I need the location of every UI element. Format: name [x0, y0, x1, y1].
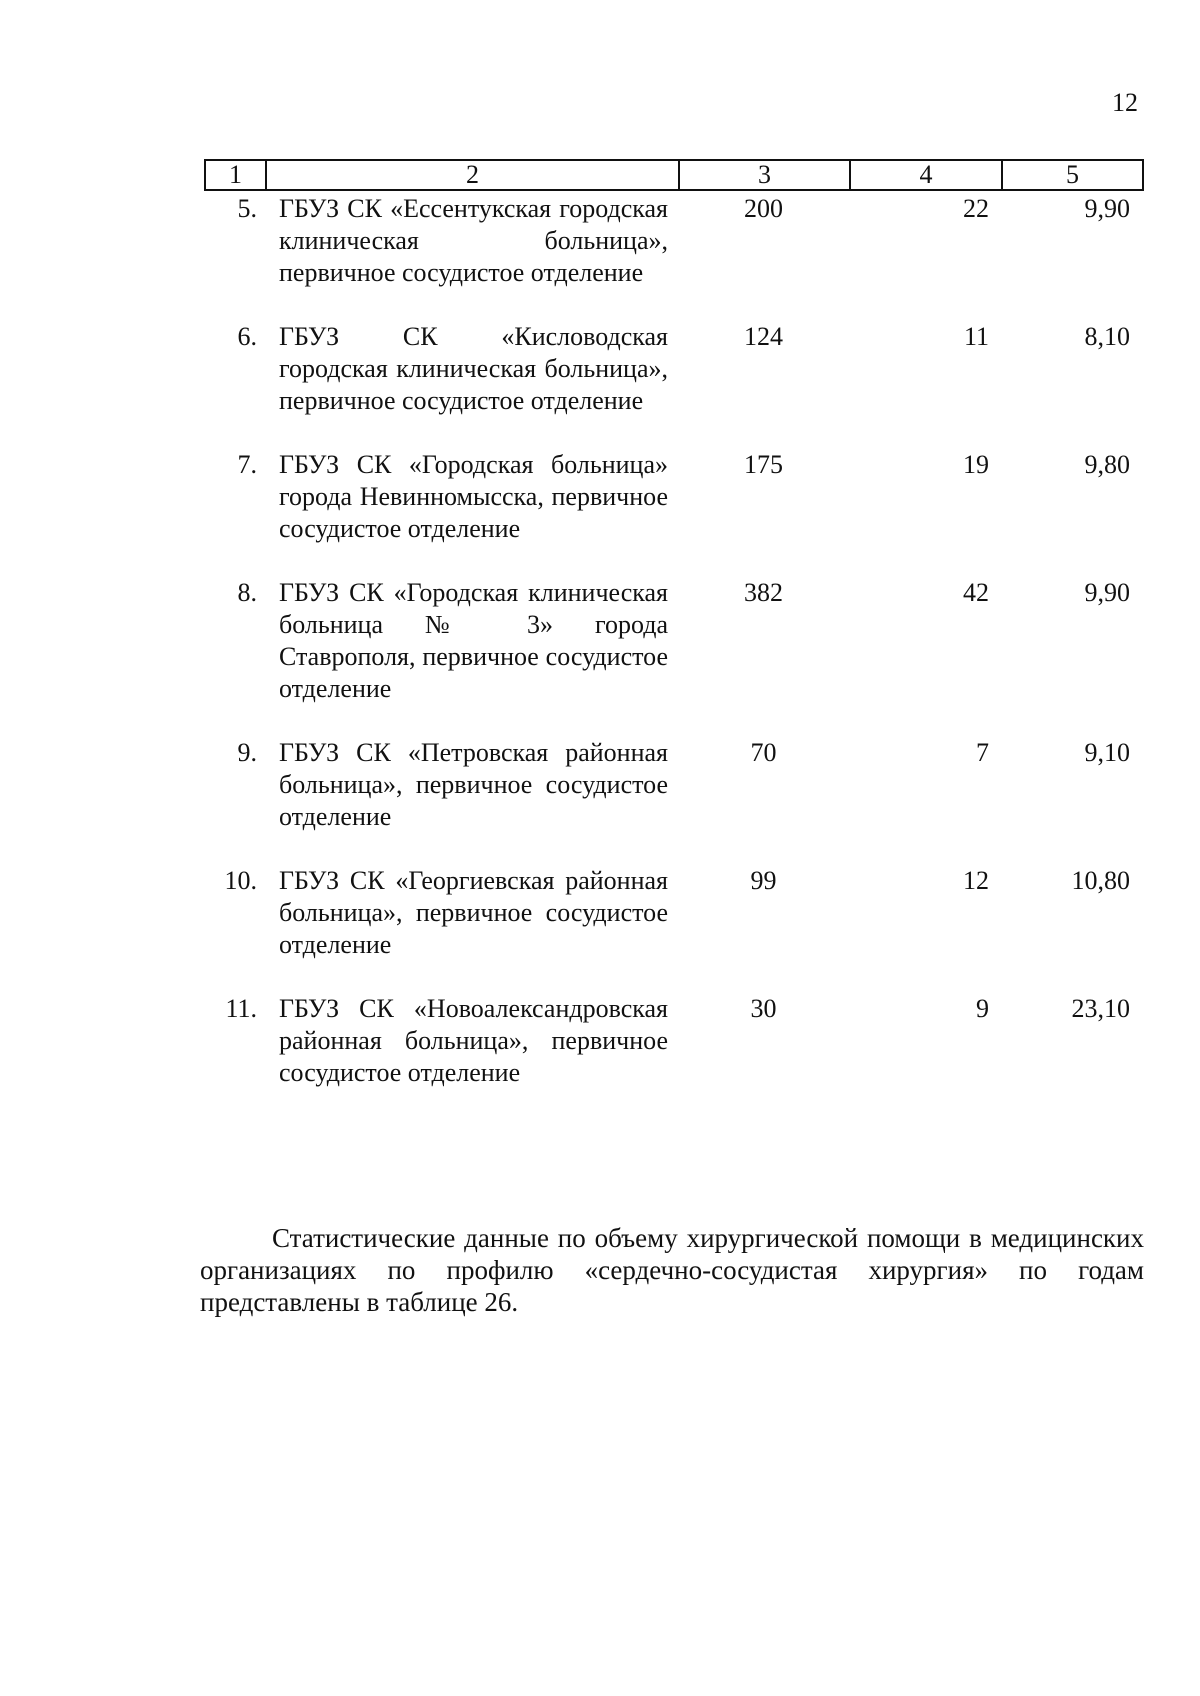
page-number: 12 — [1112, 88, 1138, 117]
header-cell-2: 2 — [267, 161, 680, 189]
column-3-value: 200 — [744, 194, 783, 223]
column-3-value: 175 — [744, 450, 783, 479]
column-3-value: 99 — [750, 866, 777, 895]
column-5-value: 9,80 — [1084, 450, 1130, 479]
column-3-value: 70 — [750, 738, 777, 767]
column-4-value: 9 — [976, 994, 989, 1023]
column-4-value: 19 — [963, 450, 989, 479]
row-number: 9. — [237, 738, 257, 767]
column-4-value: 22 — [963, 194, 989, 223]
organization-name: ГБУЗ СК «Новоалександровская районная больница», первичное сосудистое отделение — [279, 994, 668, 1087]
row-number: 6. — [237, 322, 257, 351]
column-5-value: 8,10 — [1084, 322, 1130, 351]
header-cell-3: 3 — [680, 161, 851, 189]
column-5-value: 23,10 — [1071, 994, 1130, 1023]
column-4-value: 42 — [963, 578, 989, 607]
row-number: 5. — [237, 194, 257, 223]
column-5-value: 9,90 — [1084, 578, 1130, 607]
column-4-value: 11 — [963, 322, 989, 351]
header-cell-1: 1 — [206, 161, 267, 189]
row-number: 11. — [225, 994, 257, 1023]
column-3-value: 382 — [744, 578, 783, 607]
organization-name: ГБУЗ СК «Ессентукская городская клиническая больница», первичное сосудистое отделение — [279, 194, 668, 287]
table-header — [204, 159, 1144, 191]
column-3-value: 124 — [744, 322, 783, 351]
column-5-value: 9,90 — [1084, 194, 1130, 223]
body-paragraph: Статистические данные по объему хирургической помощи в медицинских организациях по профилю «сердечно-сосудистая хирургия» по годам представлены в таблице 26. — [200, 1223, 1144, 1317]
column-4-value: 12 — [963, 866, 989, 895]
table-body — [204, 191, 1144, 1119]
row-number: 7. — [237, 450, 257, 479]
table-row — [204, 447, 1144, 545]
organization-name: ГБУЗ СК «Городская больница» города Невинномысска, первичное сосудистое отделение — [279, 450, 668, 543]
table-row — [204, 735, 1144, 833]
column-3-value: 30 — [750, 994, 777, 1023]
header-cell-5: 5 — [1066, 160, 1079, 189]
table-row — [204, 319, 1144, 417]
row-number: 8. — [237, 578, 257, 607]
organization-name: ГБУЗ СК «Петровская районная больница», первичное сосудистое отделение — [279, 738, 668, 831]
organization-name: ГБУЗ СК «Кисловодская городская клиническая больница», первичное сосудистое отделение — [279, 322, 668, 415]
column-4-value: 7 — [976, 738, 989, 767]
organization-name: ГБУЗ СК «Городская клиническая больница № 3» города Ставрополя, первичное сосудистое отделение — [279, 578, 668, 703]
column-5-value: 9,10 — [1084, 738, 1130, 767]
table-row — [204, 991, 1144, 1089]
column-5-value: 10,80 — [1071, 866, 1130, 895]
table-row — [204, 863, 1144, 961]
table-row — [204, 575, 1144, 705]
header-cell-4: 4 — [851, 161, 1003, 189]
organization-name: ГБУЗ СК «Георгиевская районная больница», первичное сосудистое отделение — [279, 866, 668, 959]
table-row — [204, 191, 1144, 289]
row-number: 10. — [224, 866, 257, 895]
